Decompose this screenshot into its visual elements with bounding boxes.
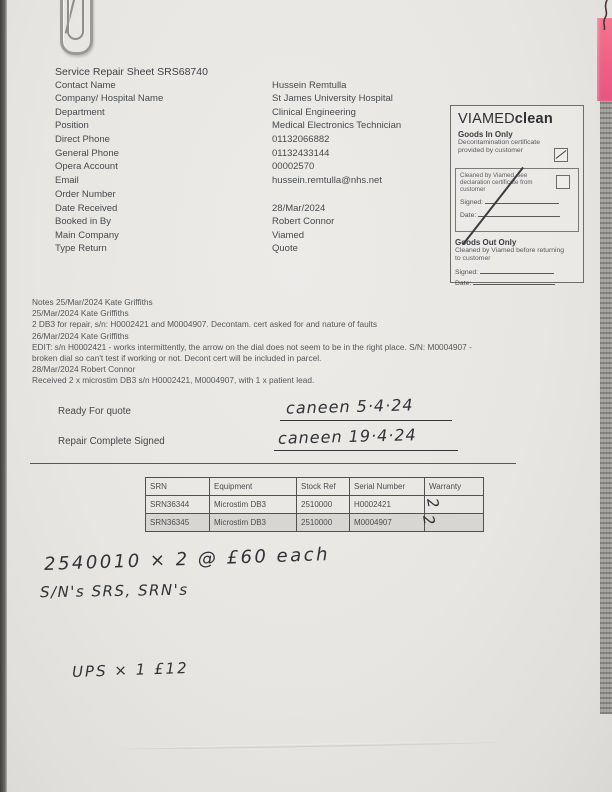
background-surface-strip [600,94,612,714]
cell-stockref: 2510000 [297,496,350,514]
field-value: 01132433144 [272,148,330,159]
date-line [455,278,579,287]
field-value: Clinical Engineering [272,107,356,118]
field-row [55,107,356,118]
cell-serial: H0002421 [350,496,425,514]
ready-for-quote-label: Ready For quote [58,406,131,417]
viamedclean-decontamination-box [450,105,584,287]
field-value: Viamed [272,230,305,241]
field-value: Medical Electronics Technician [272,120,402,131]
goods-out-text: Cleaned by Viamed before returning to customer [455,247,565,262]
field-row [55,80,346,91]
signed-blank-line [480,267,554,274]
field-value: St James University Hospital [272,93,393,104]
field-row [55,161,314,172]
repair-complete-label: Repair Complete Signed [58,436,165,447]
note-line: 26/Mar/2024 Kate Griffiths [32,330,129,341]
paper-crease [120,741,500,751]
notes-block [32,297,597,387]
cell-srn: SRN36344 [146,496,210,514]
field-label: Type Return [55,243,107,254]
col-header-warranty: Warranty [425,478,484,496]
field-row [55,230,304,241]
col-header-equipment: Equipment [210,478,297,496]
goods-in-text: Decontamination certificate provided by customer [458,139,540,154]
handwritten-warranty-mark: 2 [423,496,443,510]
note-line: 25/Mar/2024 Kate Griffiths [32,308,129,319]
field-label: Contact Name [55,80,116,91]
field-label: Position [55,120,89,131]
field-row [55,216,334,227]
field-label: Email [55,175,79,186]
field-label: General Phone [55,148,119,159]
goods-out-title: Goods Out Only [455,238,517,247]
field-row [55,175,382,186]
note-line: Received 2 x microstim DB3 s/n H0002421, M0004907, with 1 x patient lead. [32,375,315,386]
cell-equipment: Microstim DB3 [210,496,297,514]
field-label: Opera Account [55,161,118,172]
handwritten-ups-line: UPS × 1 £12 [71,658,189,682]
cleaned-by-viamed-box [455,168,579,232]
viamedclean-logo [458,111,576,127]
field-value: Hussein Remtulla [272,80,347,91]
handwritten-price-line: 2540010 × 2 @ £60 each [43,544,331,575]
tick-icon [556,150,567,159]
date-blank-line [473,278,555,285]
field-row [55,203,325,214]
brand-light: VIAMED [458,111,515,127]
field-row [55,120,401,131]
signed-label: Signed: [455,269,479,276]
handwritten-warranty-mark: 2 [419,513,439,527]
field-value: Quote [272,243,298,254]
col-header-srn: SRN [146,478,210,496]
field-label: Main Company [55,230,119,241]
goods-in-title: Goods In Only [458,130,513,139]
field-row [55,243,298,254]
wire-squiggle [597,0,611,30]
handwritten-serials-line: S/N's SRS, SRN's [39,580,189,602]
photo-left-edge [0,0,7,792]
signature-underline [274,432,458,451]
note-line: 28/Mar/2024 Robert Connor [32,364,136,375]
field-value: 01132066882 [272,134,330,145]
cell-serial: M0004907 [350,514,425,532]
field-label: Department [55,107,105,118]
repair-complete-signature: caneen 19·4·24 [277,425,417,448]
field-value: 00002570 [272,161,315,172]
date-label: Date: [455,280,472,287]
field-label: Order Number [55,189,116,200]
pink-sticky-tab [597,18,612,101]
field-label: Direct Phone [55,134,110,145]
field-label: Booked in By [55,216,111,227]
date-blank-line [478,210,560,217]
cell-stockref: 2510000 [297,514,350,532]
note-line: EDIT: s/n H0002421 - works intermittently, the arrow on the dial does not seem to be in the right place. S/N: M0004907 - [32,341,472,352]
date-label: Date: [460,212,477,219]
cleaned-text: Cleaned by Viamed, see declaration certificate from customer [460,172,533,193]
note-line: broken dial so can't test if working or not. Decont cert will be included in parcel. [32,353,322,364]
signed-line [455,267,579,276]
brand-bold: clean [514,111,553,127]
field-label: Date Received [55,203,118,214]
cell-srn: SRN36345 [146,514,210,532]
page-title: Service Repair Sheet SRS68740 [55,66,208,78]
field-row [55,148,329,159]
field-value: 28/Mar/2024 [272,203,326,214]
field-value: Robert Connor [272,216,335,227]
field-row [55,134,329,145]
field-row [55,93,393,104]
cell-equipment: Microstim DB3 [210,514,297,532]
ready-for-quote-signature: caneen 5·4·24 [285,395,414,418]
col-header-stockref: Stock Ref [297,478,350,496]
goods-in-checkbox [554,148,568,162]
note-line: Notes 25/Mar/2024 Kate Griffiths [32,297,153,307]
field-row [55,189,272,200]
section-divider-rule [30,463,516,464]
table-header-row [146,478,484,496]
signed-label: Signed: [460,199,484,206]
field-label: Company/ Hospital Name [55,93,164,104]
signed-line [460,197,574,206]
note-line: 2 DB3 for repair, s/n: H0002421 and M0004907. Decontam. cert asked for and nature of faults [32,319,377,330]
signature-underline [280,402,452,421]
goods-out-section [455,238,579,287]
date-line [460,210,574,219]
cleaned-checkbox [556,175,570,189]
field-value: hussein.remtulla@nhs.net [272,175,382,186]
col-header-serial: Serial Number [350,478,425,496]
